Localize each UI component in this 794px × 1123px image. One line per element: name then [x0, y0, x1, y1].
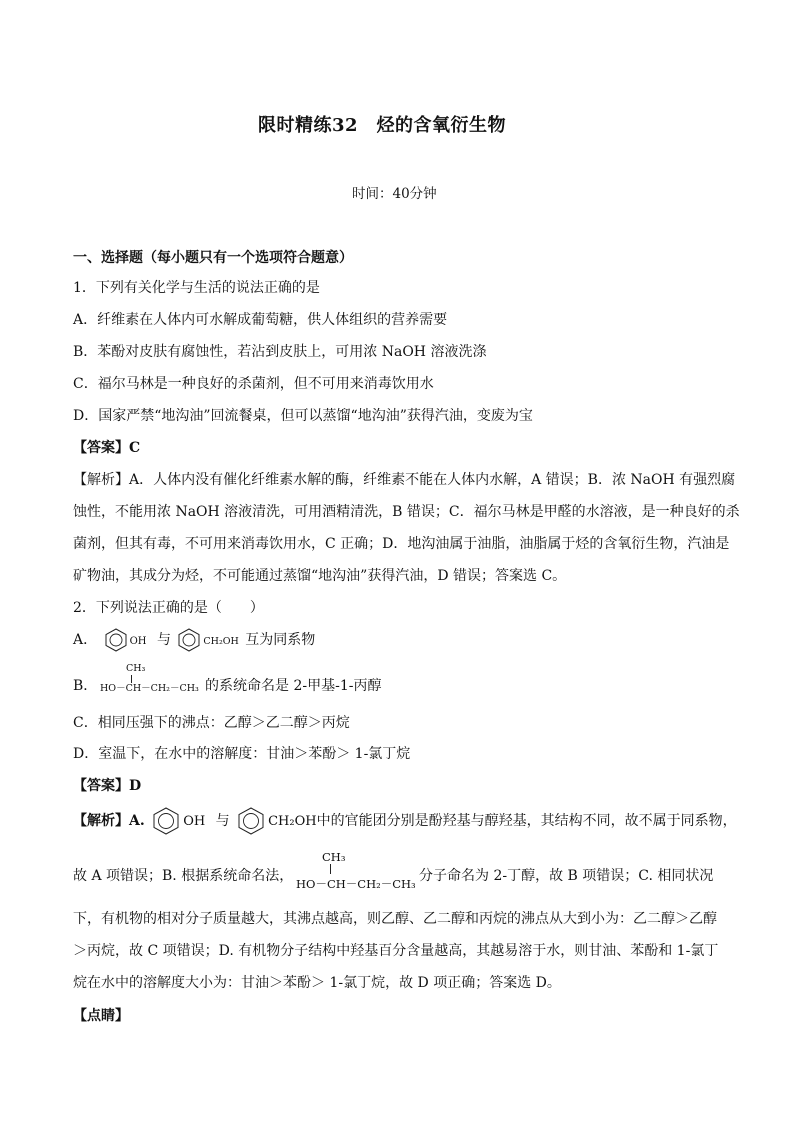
section-heading: 一、选择题（每小题只有一个选项符合题意）: [73, 250, 353, 266]
q1-option-a: A．纤维素在人体内可水解成葡萄糖，供人体组织的营养需要: [73, 312, 448, 328]
q2-b-suffix: 的系统命名是 2-甲基-1-丙醇: [205, 678, 382, 694]
benzyl-ring-icon-2: [234, 806, 268, 836]
q2-an1-oh: OH: [183, 814, 206, 829]
q1-analysis-line1: 【解析】A．人体内没有催化纤维素水解的酶，纤维素不能在人体内水解，A 错误；B．浓 NaOH 有强烈腐: [73, 472, 736, 488]
q2-option-b-prefix: B．: [73, 678, 98, 694]
q2-an2-methyl: CH₃: [322, 850, 346, 864]
q2-answer: 【答案】D: [73, 778, 142, 794]
q2-an2-bond: [330, 864, 331, 874]
q2-an1-suffix: 中的官能团分别是酚羟基与醇羟基，其结构不同，故不属于同系物，: [316, 813, 737, 829]
page-title: 限时精练32 烃的含氧衍生物: [258, 115, 507, 136]
q2-a-suffix: 互为同系物: [245, 632, 316, 648]
q1-analysis-line4: 矿物油，其成分为烃，不可能通过蒸馏“地沟油”获得汽油，D 错误；答案选 C。: [73, 568, 567, 584]
q1-stem: 1．下列有关化学与生活的说法正确的是: [73, 280, 320, 296]
q1-answer: 【答案】C: [73, 440, 141, 456]
q2-option-c: C．相同压强下的沸点：乙醇＞乙二醇＞丙烷: [73, 715, 350, 731]
q2-b-bond: [131, 675, 132, 683]
benzyl-ring-icon: [175, 628, 203, 652]
q2-option-d: D．室温下，在水中的溶解度：甘油＞苯酚＞ 1-氯丁烷: [73, 746, 411, 762]
q2-an2-chain: HO－CH－CH₂－CH₃: [296, 877, 416, 891]
q1-option-b: B．苯酚对皮肤有腐蚀性，若沾到皮肤上，可用浓 NaOH 溶液洗涤: [73, 344, 487, 360]
q2-b-methyl: CH₃: [126, 663, 146, 674]
q1-analysis-line2: 蚀性，不能用浓 NaOH 溶液清洗，可用酒精清洗，B 错误；C．福尔马林是甲醛的水溶液，是一种良好的杀: [73, 504, 740, 520]
q2-analysis-line5: 烷在水中的溶解度大小为：甘油＞苯酚＞ 1-氯丁烷，故 D 项正确；答案选 D。: [73, 975, 561, 991]
q2-b-chain: HO－CH－CH₂－CH₃: [100, 683, 199, 694]
q2-analysis-line3: 下，有机物的相对分子质量越大，其沸点越高，则乙醇、乙二醇和丙烷的沸点从大到小为：乙二醇＞乙醇: [73, 911, 717, 927]
q2-an2-suffix: 分子命名为 2-丁醇，故 B 项错误；C. 相同状况: [419, 868, 714, 884]
q2-a-ch2oh-label: CH₂OH: [203, 636, 239, 647]
q1-option-c: C．福尔马林是一种良好的杀菌剂，但不可用来消毒饮用水: [73, 376, 434, 392]
phenol-ring-icon-2: [149, 806, 183, 836]
q2-points: 【点睛】: [73, 1008, 129, 1024]
q1-option-d: D．国家严禁“地沟油”回流餐桌，但可以蒸馏“地沟油”获得汽油，变废为宝: [73, 408, 533, 424]
q2-analysis-line1: [73, 806, 737, 836]
phenol-ring-icon: [102, 628, 130, 652]
q2-analysis-line2-prefix: 故 A 项错误；B. 根据系统命名法，: [73, 868, 294, 884]
q2-analysis-line4: ＞丙烷，故 C 项错误；D. 有机物分子结构中羟基百分含量越高，其越易溶于水，则甘油、苯酚和 1-氯丁: [73, 943, 719, 959]
time-limit: 时间：40分钟: [352, 186, 437, 202]
q2-option-a: [73, 628, 315, 652]
q2-a-with: 与: [156, 632, 171, 648]
q2-stem: 2．下列说法正确的是（ ）: [73, 600, 264, 616]
q2-option-a-prefix: A．: [73, 632, 98, 648]
q2-a-oh-label: OH: [129, 636, 147, 647]
q2-an1-ch2oh: CH₂OH: [268, 814, 317, 829]
q1-analysis-line3: 菌剂，但其有毒，不可用来消毒饮用水，C 正确；D．地沟油属于油脂，油脂属于烃的含氧衍生物，汽油是: [73, 536, 730, 552]
q2-analysis-prefix: 【解析】A.: [73, 813, 145, 829]
q2-an1-with: 与: [215, 813, 230, 829]
